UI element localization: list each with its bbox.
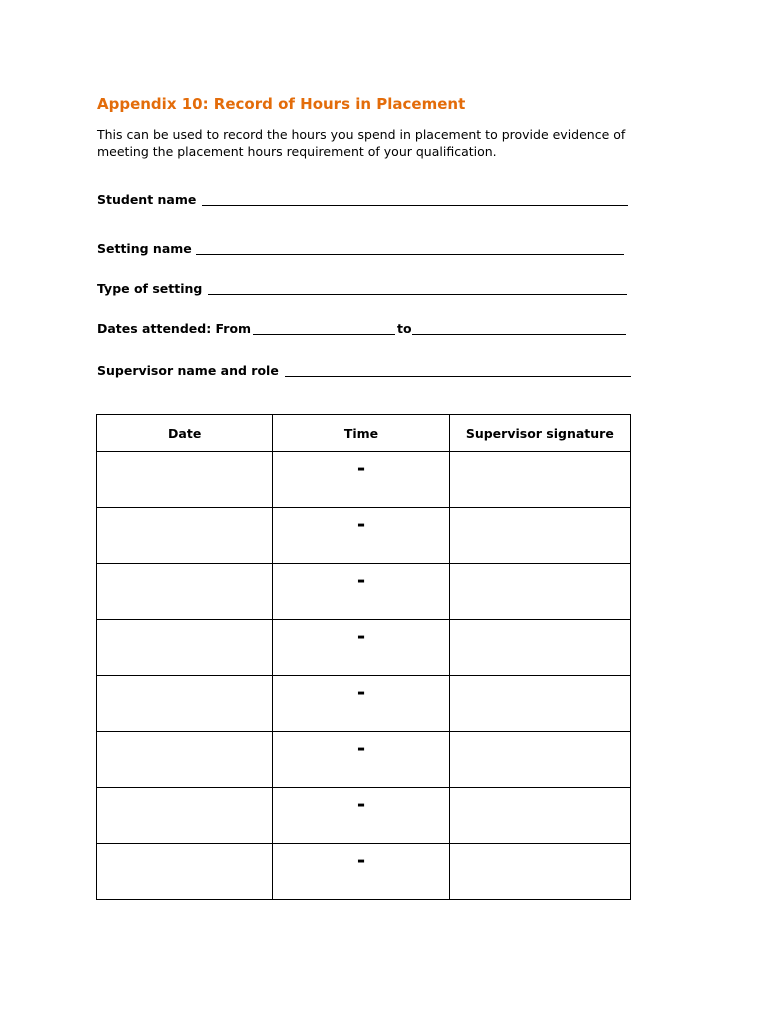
date-cell[interactable] xyxy=(97,452,273,508)
time-cell[interactable] xyxy=(273,788,449,844)
table-row xyxy=(97,452,631,508)
time-dash: - xyxy=(356,680,366,704)
table-row xyxy=(97,620,631,676)
time-cell[interactable] xyxy=(273,452,449,508)
signature-cell[interactable] xyxy=(449,508,630,564)
table-row xyxy=(97,788,631,844)
header-time: Time xyxy=(273,415,449,452)
supervisor-label: Supervisor name and role xyxy=(97,363,279,378)
setting-name-label: Setting name xyxy=(97,241,192,256)
time-dash: - xyxy=(356,848,366,872)
supervisor-line[interactable] xyxy=(285,376,631,377)
date-cell[interactable] xyxy=(97,844,273,900)
type-of-setting-label: Type of setting xyxy=(97,281,203,296)
time-cell[interactable] xyxy=(273,844,449,900)
date-cell[interactable] xyxy=(97,732,273,788)
page-title: Appendix 10: Record of Hours in Placement xyxy=(97,95,466,113)
header-supervisor-signature: Supervisor signature xyxy=(449,415,630,452)
signature-cell[interactable] xyxy=(449,564,630,620)
table-row xyxy=(97,564,631,620)
dates-from-label: Dates attended: From xyxy=(97,321,252,336)
setting-name-line[interactable] xyxy=(196,254,624,255)
time-cell[interactable] xyxy=(273,564,449,620)
hours-table xyxy=(96,414,631,900)
date-cell[interactable] xyxy=(97,788,273,844)
date-cell[interactable] xyxy=(97,564,273,620)
time-dash: - xyxy=(356,568,366,592)
dates-to-label: to xyxy=(397,321,412,336)
header-date: Date xyxy=(97,415,273,452)
time-cell[interactable] xyxy=(273,508,449,564)
table-row xyxy=(97,676,631,732)
time-dash: - xyxy=(356,736,366,760)
student-name-line[interactable] xyxy=(202,205,628,206)
table-row xyxy=(97,844,631,900)
intro-paragraph: This can be used to record the hours you spend in placement to provide evidence of meeting the placement hours requirement of your qualification. xyxy=(97,127,626,159)
time-dash: - xyxy=(356,456,366,480)
signature-cell[interactable] xyxy=(449,676,630,732)
signature-cell[interactable] xyxy=(449,620,630,676)
time-dash: - xyxy=(356,512,366,536)
signature-cell[interactable] xyxy=(449,788,630,844)
signature-cell[interactable] xyxy=(449,452,630,508)
table-header-row xyxy=(97,415,631,452)
time-cell[interactable] xyxy=(273,732,449,788)
table-row xyxy=(97,508,631,564)
date-cell[interactable] xyxy=(97,620,273,676)
time-cell[interactable] xyxy=(273,676,449,732)
dates-to-line[interactable] xyxy=(412,334,626,335)
date-cell[interactable] xyxy=(97,508,273,564)
signature-cell[interactable] xyxy=(449,844,630,900)
type-of-setting-line[interactable] xyxy=(208,294,627,295)
student-name-label: Student name xyxy=(97,192,197,207)
date-cell[interactable] xyxy=(97,676,273,732)
time-dash: - xyxy=(356,624,366,648)
table-row xyxy=(97,732,631,788)
time-cell[interactable] xyxy=(273,620,449,676)
dates-from-line[interactable] xyxy=(253,334,395,335)
time-dash: - xyxy=(356,792,366,816)
signature-cell[interactable] xyxy=(449,732,630,788)
